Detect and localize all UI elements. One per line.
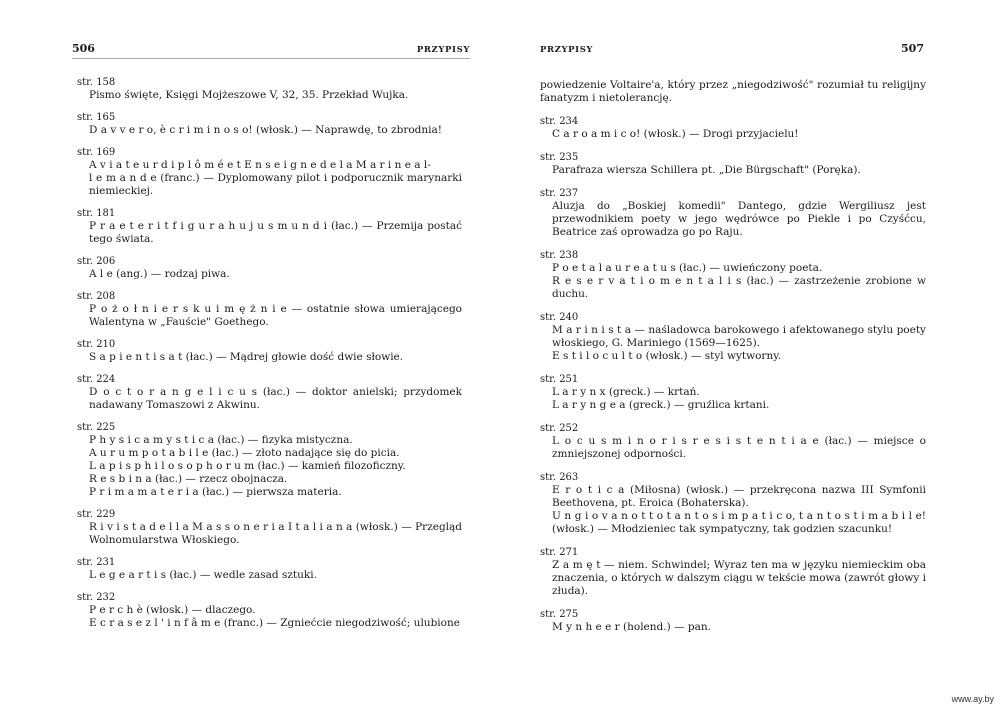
footnote-entry (540, 116, 926, 141)
footnote-text: A u r u m p o t a b i l e (łac.) — złoto nadające się do picia. (89, 447, 400, 459)
footnote-text: L a r y n g e a (greck.) — gruźlica krtani. (552, 399, 770, 411)
footnote-page-ref: str. 252 (540, 423, 579, 434)
footnote-text: A l e (ang.) — rodzaj piwa. (89, 268, 230, 280)
page-number: 507 (901, 42, 924, 55)
footnote-entry (77, 208, 462, 246)
footnote-text: P o ż o ł n i e r s k u i m ę ż n i e — ostatnie słowa umierającego Walentyna w „Fauście" Goethego. (89, 303, 462, 328)
footnote-text: P r i m a m a t e r i a (łac.) — pierwsza materia. (89, 486, 342, 498)
footnote-text: R e s b i n a (łac.) — rzecz obojnacza. (89, 473, 288, 485)
footnote-entry (540, 250, 926, 301)
footnote-entry (77, 112, 462, 137)
running-head: PRZYPISY (540, 45, 594, 55)
footnote-text: R e s e r v a t i o m e n t a l i s (łac.) — zastrzeżenie zrobione w duchu. (552, 275, 926, 300)
footnote-text: L a p i s p h i l o s o p h o r u m (łac.) — kamień filozoficzny. (89, 460, 406, 472)
footnote-entry (540, 152, 926, 177)
header-rule (72, 58, 470, 59)
footnote-text: Parafraza wiersza Schillera pt. „Die Bürgschaft" (Poręka). (552, 164, 861, 176)
footnote-page-ref: str. 181 (77, 208, 116, 219)
footnote-page-ref: str. 251 (540, 374, 579, 385)
footnote-text: D o c t o r a n g e l i c u s (łac.) — doktor anielski; przydomek nadawany Tomaszowi z Akwinu. (89, 386, 462, 411)
footnote-text: U n g i o v a n o t t o t a n t o s i m p a t i c o, t a n t o s t i m a b i l e! (włosk.) — Młodzieniec tak sympatyczny, tak godzien szacunku! (552, 510, 926, 535)
footnote-page-ref: str. 210 (77, 339, 116, 350)
page-number: 506 (72, 42, 95, 55)
footnote-text: E s t i l o c u l t o (włosk.) — styl wytworny. (552, 350, 782, 362)
footnote-entry (77, 509, 462, 547)
footnote-text: E c r a s e z l ' i n f â m e (franc.) — Zgniećcie niegodziwość; ulubione (89, 617, 460, 629)
footnote-page-ref: str. 165 (77, 112, 116, 123)
continuation-text: powiedzenie Voltaire'a, który przez „niegodziwość" rozumiał tu religijny fanatyzm i nietolerancję. (540, 79, 926, 104)
footnote-entry (540, 374, 926, 412)
footnote-text: L a r y n x (greck.) — krtań. (552, 386, 700, 398)
footnote-page-ref: str. 225 (77, 422, 116, 433)
footnote-text: l e m a n d e (franc.) — Dyplomowany pilot i podporucznik marynarki niemieckiej. (89, 172, 462, 197)
footnote-entry (77, 77, 462, 102)
footnote-page-ref: str. 169 (77, 147, 116, 158)
footnote-entry (77, 592, 462, 630)
footnote-text: P h y s i c a m y s t i c a (łac.) — fizyka mistyczna. (89, 434, 353, 446)
footnote-entry (77, 339, 462, 364)
footnote-entry (540, 312, 926, 363)
footnote-text: Z a m ę t — niem. Schwindel; Wyraz ten ma w języku niemieckim oba znaczenia, o których w dalszym ciągu w tekście mowa (zawrót głowy i złuda). (552, 559, 926, 597)
footnote-page-ref: str. 240 (540, 312, 579, 323)
footnote-entry (77, 422, 462, 499)
footnote-entry (77, 147, 462, 198)
right-page-header (540, 42, 924, 57)
running-head: PRZYPISY (416, 45, 470, 55)
footnote-page-ref: str. 237 (540, 188, 579, 199)
footnote-page-ref: str. 232 (77, 592, 116, 603)
footnote-text: D a v v e r o, è c r i m i n o s o! (włosk.) — Naprawdę, to zbrodnia! (89, 124, 442, 136)
footnote-entry (540, 472, 926, 536)
footnote-page-ref: str. 234 (540, 116, 579, 127)
footnote-page-ref: str. 158 (77, 77, 116, 88)
footnote-page-ref: str. 271 (540, 547, 579, 558)
footnote-text: C a r o a m i c o! (włosk.) — Drogi przyjacielu! (552, 128, 799, 140)
footnotes-list (77, 77, 462, 630)
footnote-text: M a r i n i s t a — naśladowca barokowego i afektowanego stylu poety włoskiego, G. Mariniego (1569—1625). (552, 324, 926, 349)
footnote-page-ref: str. 238 (540, 250, 579, 261)
footnote-page-ref: str. 224 (77, 374, 116, 385)
footnote-text: E r o t i c a (Miłosna) (włosk.) — przekręcona nazwa III Symfonii Beethovena, pt. Eroica (Bohaterska). (552, 484, 926, 509)
footnote-page-ref: str. 263 (540, 472, 579, 483)
footnote-entry (77, 557, 462, 582)
footnote-page-ref: str. 231 (77, 557, 116, 568)
footnote-page-ref: str. 208 (77, 291, 116, 302)
footnote-text: M y n h e e r (holend.) — pan. (552, 621, 711, 633)
footnote-text: P o e t a l a u r e a t u s (łac.) — uwieńczony poeta. (552, 262, 823, 274)
watermark: www.ay.by (951, 694, 994, 704)
footnote-text: L o c u s m i n o r i s r e s i s t e n t i a e (łac.) — miejsce o zmniejszonej odporności. (552, 435, 926, 460)
left-page-header (72, 42, 470, 57)
footnote-text: Pismo święte, Księgi Mojżeszowe V, 32, 35. Przekład Wujka. (89, 89, 409, 101)
right-page (500, 0, 1000, 714)
footnote-entry (540, 609, 926, 634)
footnote-entry (77, 256, 462, 281)
footnote-entry (540, 547, 926, 598)
footnote-entry (540, 188, 926, 239)
footnote-text: R i v i s t a d e l l a M a s s o n e r i a I t a l i a n a (włosk.) — Przegląd Wolnomularstwa Włoskiego. (89, 521, 462, 546)
footnote-text: S a p i e n t i s a t (łac.) — Mądrej głowie dość dwie słowie. (89, 351, 404, 363)
footnote-entry (77, 291, 462, 329)
footnote-page-ref: str. 275 (540, 609, 579, 620)
footnote-text: P r a e t e r i t f i g u r a h u j u s m u n d i (łac.) — Przemija postać tego świata. (89, 220, 462, 245)
footnote-entry (77, 374, 462, 412)
footnotes-list (540, 79, 926, 634)
footnote-text: L e g e a r t i s (łac.) — wedle zasad sztuki. (89, 569, 317, 581)
footnote-page-ref: str. 206 (77, 256, 116, 267)
footnote-text: A v i a t e u r d i p l ô m é e t E n s e i g n e d e l a M a r i n e a l- (89, 159, 431, 171)
footnote-text: P e r c h è (włosk.) — dlaczego. (89, 604, 256, 616)
footnote-entry (540, 423, 926, 461)
footnote-text: Aluzja do „Boskiej komedii" Dantego, gdzie Wergiliusz jest przewodnikiem poety w jego wędrówce po Piekle i po Czyśćcu, Beatrice zaś oprowadza go po Raju. (552, 200, 926, 238)
footnote-page-ref: str. 229 (77, 509, 116, 520)
footnote-page-ref: str. 235 (540, 152, 579, 163)
